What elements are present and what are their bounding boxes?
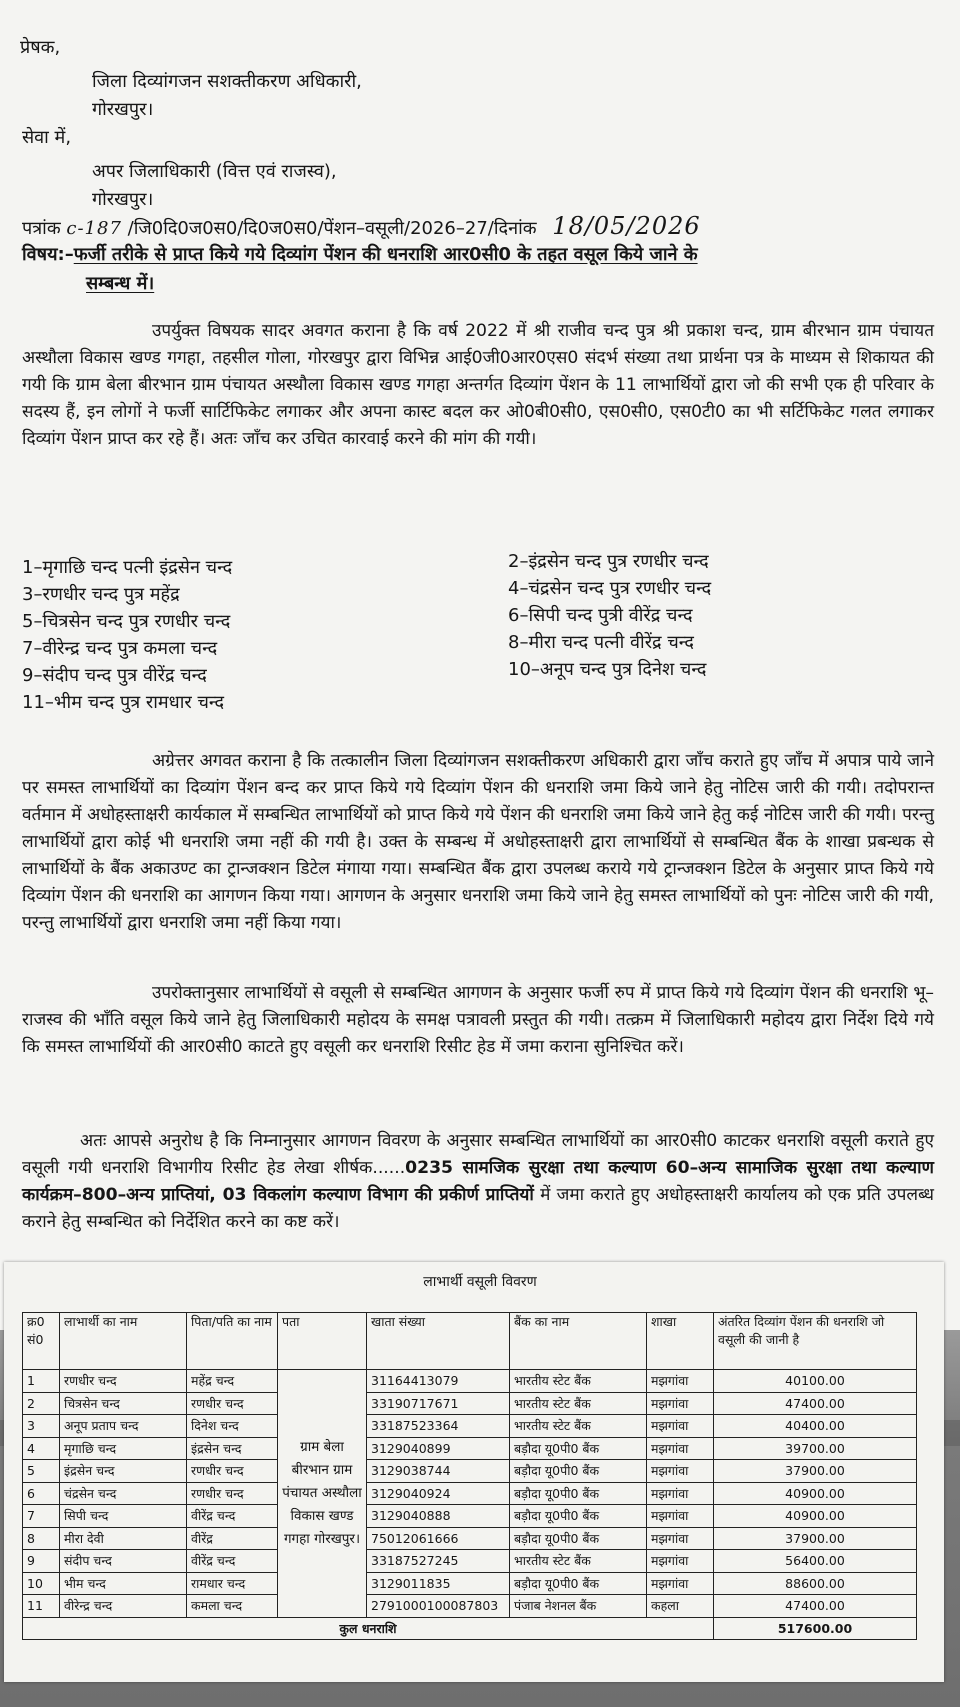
total-amount: 517600.00 bbox=[714, 1617, 917, 1640]
subject-text: फर्जी तरीके से प्राप्त किये गये दिव्यांग पेंशन की धनराशि आर0सी0 के तहत वसूल किये जाने के bbox=[73, 244, 698, 265]
address-cell: ग्राम बेला बीरभान ग्राम पंचायत अस्थौला विकास खण्ड गगहा गोरखपुर। bbox=[278, 1370, 367, 1618]
beneficiary-item: 8–मीरा चन्द पत्नी वीरेंद्र चन्द bbox=[508, 632, 694, 653]
table-row: 7 सिपी चन्द वीरेंद्र चन्द 3129040888 बड़ौदा यू0पी0 बैंक मझगांवा 40900.00 bbox=[23, 1505, 917, 1528]
header-account: खाता संख्या bbox=[367, 1313, 510, 1370]
reference-label: पत्रांक bbox=[22, 218, 61, 239]
beneficiary-list-right bbox=[508, 550, 711, 685]
header-amount: अंतरित दिव्यांग पेंशन की धनराशि जो वसूली की जानी है bbox=[714, 1313, 917, 1370]
paragraph-investigation: अग्रेत्तर अगवत कराना है कि तत्कालीन जिला दिव्यांगजन सशक्तीकरण अधिकारी द्वारा जाँच कराते हुए जाँच में अपात्र पाये जाने पर समस्त लाभार्थियों का दिव्यांग पेंशन बन्द कर प्राप्त किये गये दिव्यांग पेंशन की धनराशि जमा किये जाने हेतु नोटिस जारी की गयी। तदोपरान्त वर्तमान में अधोहस्ताक्षरी कार्यकाल में सम्बन्धित लाभार्थियों को प्राप्त किये गये पेंशन की धनराशि जमा किये जाने हेतु कई नोटिस जारी की गयी। परन्तु लाभार्थियों द्वारा कोई भी धनराशि जमा नहीं की गयी है। उक्त के सम्बन्ध में अधोहस्ताक्षरी द्वारा लाभार्थियों से सम्बन्धित बैंक के शाखा प्रबन्धक से लाभार्थियों के बैंक अकाउण्ट का ट्रान्जक्शन डिटेल मंगाया गया। सम्बन्धित बैंक द्वारा उपलब्ध कराये गये ट्रान्जक्शन डिटेल के अनुसार प्राप्त किये गये दिव्यांग पेंशन की धनराशि का आगणन किया गया। आगणन के अनुसार धनराशि जमा किये जाने हेतु समस्त लाभार्थियों को पुनः नोटिस जारी की गयी, परन्तु लाभार्थियों द्वारा धनराशि जमा नहीं किया गया। bbox=[22, 751, 934, 933]
table-row: 9 संदीप चन्द वीरेंद्र चन्द 33187527245 भारतीय स्टेट बैंक मझगांवा 56400.00 bbox=[23, 1550, 917, 1573]
recovery-table bbox=[22, 1312, 917, 1640]
table-row: 5 इंद्रसेन चन्द रणधीर चन्द 3129038744 बड़ौदा यू0पी0 बैंक मझगांवा 37900.00 bbox=[23, 1460, 917, 1483]
table-header-row bbox=[23, 1313, 917, 1370]
sender-label: प्रेषक, bbox=[20, 37, 61, 58]
request-text-2: में जमा कराते हुए अधोहस्ताक्षरी कार्यालय को एक प्रति उपलब्ध कराने हेतु सम्बन्धित को निर्देशित करने का कष्ट करें। bbox=[22, 1185, 934, 1232]
table-row: 2 चित्रसेन चन्द रणधीर चन्द 33190717671 भारतीय स्टेट बैंक मझगांवा 47400.00 bbox=[23, 1392, 917, 1415]
table-row: 11 वीरेन्द्र चन्द कमला चन्द 2791000100087803 पंजाब नेशनल बैंक कहला 47400.00 bbox=[23, 1595, 917, 1618]
beneficiary-item: 6–सिपी चन्द पुत्री वीरेंद्र चन्द bbox=[508, 605, 693, 626]
table-row: 4 मृगाछि चन्द इंद्रसेन चन्द 3129040899 बड़ौदा यू0पी0 बैंक मझगांवा 39700.00 bbox=[23, 1437, 917, 1460]
beneficiary-item: 10–अनूप चन्द पुत्र दिनेश चन्द bbox=[508, 659, 707, 680]
paragraph-directive: उपरोक्तानुसार लाभार्थियों से वसूली से सम्बन्धित आगणन के अनुसार फर्जी रुप में प्राप्त किये गये दिव्यांग पेंशन की धनराशि भू–राजस्व की भाँति वसूल किये जाने हेतु जिलाधिकारी महोदय के समक्ष पत्रावली प्रस्तुत की गयी। तत्क्रम में जिलाधिकारी महोदय द्वारा निर्देश दिये गये कि समस्त लाभार्थियों की आर0सी0 काटते हुए वसूली कर धनराशि रिसीट हेड में जमा कराना सुनिश्चित करें। bbox=[22, 983, 934, 1057]
header-name: लाभार्थी का नाम bbox=[60, 1313, 187, 1370]
beneficiary-item: 11–भीम चन्द पुत्र रामधार चन्द bbox=[22, 692, 225, 713]
table-row: 3 अनूप प्रताप चन्द दिनेश चन्द 33187523364 भारतीय स्टेट बैंक मझगांवा 40400.00 bbox=[23, 1415, 917, 1438]
table-title: लाभार्थी वसूली विवरण bbox=[423, 1274, 537, 1290]
request-text-1: अतः आपसे अनुरोध है कि निम्नानुसार आगणन विवरण के अनुसार सम्बन्धित लाभार्थियों का आर0सी0 काटकर धनराशि वसूली कराते हुए वसूली गयी धनराशि विभागीय रिसीट हेड लेखा शीर्षक...... bbox=[22, 1131, 934, 1178]
beneficiary-list-left bbox=[22, 556, 232, 718]
paragraph-request bbox=[22, 1128, 934, 1236]
table-total-row bbox=[23, 1617, 917, 1640]
table-row: 8 मीरा देवी वीरेंद्र 75012061666 बड़ौदा यू0पी0 बैंक मझगांवा 37900.00 bbox=[23, 1527, 917, 1550]
subject-line-2: सम्बन्ध में। bbox=[86, 273, 155, 294]
receipt-head: 0235 सामजिक सुरक्षा तथा कल्याण 60–अन्य सामाजिक सुरक्षा तथा कल्याण कार्यक्रम–800–अन्य प्राप्तियां, 03 विकलांग कल्याण विभाग की प्रकीर्ण प्राप्तियों bbox=[22, 1158, 934, 1205]
recipient-label: सेवा में, bbox=[22, 127, 72, 148]
header-serial: क्र0 सं0 bbox=[23, 1313, 60, 1370]
beneficiary-item: 2–इंद्रसेन चन्द पुत्र रणधीर चन्द bbox=[508, 551, 709, 572]
beneficiary-item: 7–वीरेन्द्र चन्द पुत्र कमला चन्द bbox=[22, 638, 218, 659]
reference-date: 18/05/2026 bbox=[552, 212, 701, 240]
header-address: पता bbox=[278, 1313, 367, 1370]
reference-text: /जि0दि0ज0स0/दि0ज0स0/पेंशन–वसूली/2026–27/दिनांक bbox=[127, 218, 537, 239]
table-row: 6 चंद्रसेन चन्द रणधीर चन्द 3129040924 बड़ौदा यू0पी0 बैंक मझगांवा 40900.00 bbox=[23, 1482, 917, 1505]
beneficiary-item: 5–चित्रसेन चन्द पुत्र रणधीर चन्द bbox=[22, 611, 231, 632]
header-bank: बैंक का नाम bbox=[510, 1313, 647, 1370]
subject-label: विषय:– bbox=[22, 244, 74, 265]
beneficiary-item: 9–संदीप चन्द पुत्र वीरेंद्र चन्द bbox=[22, 665, 207, 686]
total-label: कुल धनराशि bbox=[23, 1617, 714, 1640]
paragraph-complaint: उपर्युक्त विषयक सादर अवगत कराना है कि वर्ष 2022 में श्री राजीव चन्द पुत्र श्री प्रकाश चन्द, ग्राम बीरभान ग्राम पंचायत अस्थौला विकास खण्ड गगहा, तहसील गोला, गोरखपुर द्वारा विभिन्न आई0जी0आर0एस0 संदर्भ संख्या तथा प्रार्थना पत्र के माध्यम से शिकायत की गयी कि ग्राम बेला बीरभान ग्राम पंचायत अस्थौला विकास खण्ड गगहा अन्तर्गत दिव्यांग पेंशन के 11 लाभार्थियों द्वारा जो की सभी एक ही परिवार के सदस्य हैं, इन लोगों ने फर्जी सार्टिफिकेट लगाकर और अपना कास्ट बदल कर ओ0बी0सी0, एस0सी0, एस0टी0 का भी सर्टिफिकेट गलत लगाकर दिव्यांग पेंशन प्राप्त कर रहे हैं। अतः जाँच कर उचित कारवाई करने की मांग की गयी। bbox=[22, 321, 934, 449]
beneficiary-item: 1–मृगाछि चन्द पत्नी इंद्रसेन चन्द bbox=[22, 557, 233, 578]
sender-city: गोरखपुर। bbox=[92, 99, 154, 120]
sender-office: जिला दिव्यांगजन सशक्तीकरण अधिकारी, bbox=[92, 71, 362, 92]
beneficiary-item: 3–रणधीर चन्द पुत्र महेंद्र bbox=[22, 584, 180, 605]
reference-number: c-187 bbox=[66, 218, 122, 239]
table-row: 1 रणधीर चन्द महेंद्र चन्द ग्राम बेला बीरभान ग्राम पंचायत अस्थौला विकास खण्ड गगहा गोरखपुर। 31164413079 भारतीय स्टेट बैंक मझगांवा 40100.00 bbox=[23, 1370, 917, 1393]
recipient-office: अपर जिलाधिकारी (वित्त एवं राजस्व), bbox=[92, 161, 337, 182]
beneficiary-item: 4–चंद्रसेन चन्द पुत्र रणधीर चन्द bbox=[508, 578, 712, 599]
subject-line-1 bbox=[22, 243, 698, 267]
reference-line bbox=[22, 214, 701, 241]
table-row: 10 भीम चन्द रामधार चन्द 3129011835 बड़ौदा यू0पी0 बैंक मझगांवा 88600.00 bbox=[23, 1572, 917, 1595]
recipient-city: गोरखपुर। bbox=[92, 189, 154, 210]
header-branch: शाखा bbox=[647, 1313, 714, 1370]
header-parent: पिता/पति का नाम bbox=[187, 1313, 278, 1370]
